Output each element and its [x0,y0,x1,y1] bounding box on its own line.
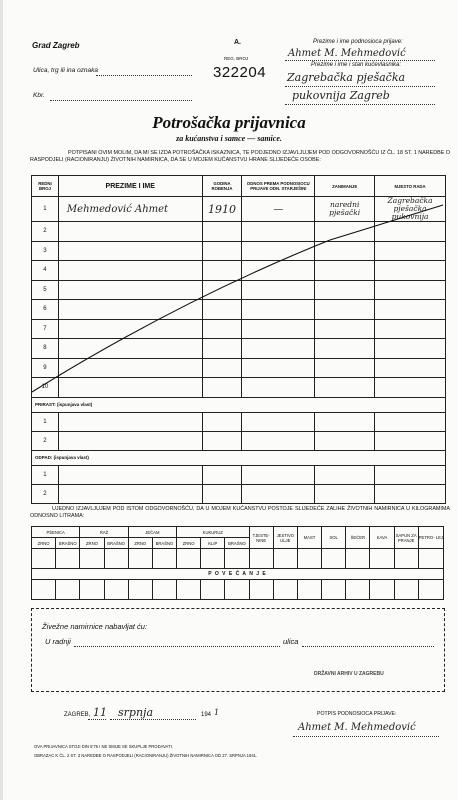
intro-text: POTPISANI OVIM MOLIM, DA MI SE IZDA POTROŠAČKA ISKAZNICA, TE PODJEDNO IZJAVLJUJEM POD ODGOVORNOŠĆU IZ ČL. 18 ST. 1 NAREDBE O RASPODJELI (RACIONIRANJU) ŽIVOTNIH NAMIRNICA, DA SE U MOJEM KUĆANSTVU HRANE SLIJEDEĆE OSOBE: [30,150,451,164]
page-edge [0,0,3,800]
stock-values-row [32,549,444,569]
shop-street-line [302,646,434,647]
row-number: 6 [32,300,59,320]
row-number: 2 [32,431,59,450]
sub-header: ZRNO [32,538,56,549]
name-cell: Mehmedović Ahmet [58,197,202,222]
header-secer: ŠEĆER [346,527,370,549]
street-label: Ulica, trg ili ina oznaka [33,67,99,74]
stock-intro: UJEDNO IZJAVLJUJEM POD ISTOM ODGOVORNOŠĆU, DA U MOJEM KUĆANSTVU POSTOJE SLIJEDEĆE ZALIHE ŽIVOTNIH NAMIRNICA U KILOGRAMIMA ODNOSNO LITRAMA: [30,506,450,520]
signature-line [293,736,439,737]
row-number: 10 [32,378,59,398]
place-label: ZAGREB, [64,712,91,718]
city-label: Grad Zagreb [32,41,80,50]
col-header-relation: ODNOS PREMA PODNOSIOCU PRIJAVE ODN. STARJEŠINI [242,176,315,197]
header-mast: MAST [297,527,321,549]
signature-label: POTPIS PODNOSIOCA PRIJAVE: [317,711,397,717]
date-day: 11 [93,706,107,719]
submitter-value: Ahmet M. Mehmedović [288,48,406,59]
header-sol: SOL [322,527,346,549]
year-suffix: 1 [214,708,220,717]
group-jecam: JEČAM [128,527,176,538]
occupation-cell: naredni pješački [315,197,375,222]
group-raz: RAŽ [80,527,128,538]
month-line [110,719,196,720]
relation-cell: — [242,197,315,222]
row-number: 4 [32,261,59,281]
date-month: srpnja [118,706,153,719]
row-number: 1 [32,465,59,484]
row-number: 1 [32,197,59,222]
submitter-label: Prezime i ime podnosioca prijave: [313,39,403,45]
year-prefix: 194 [201,712,212,718]
owner-label: Prezime i ime i stan kućevlasnika: [311,62,402,68]
day-line [88,719,106,720]
group-kukuruz: KUKURUZ [177,527,250,538]
form-subtitle: za kućanstva i samce — samice. [176,134,282,143]
header-tjestenine: TJESTE- NINE [249,527,273,549]
ulica-label: ulica [283,637,299,646]
u-radnji-label: U radnji [45,637,71,646]
row-number: 2 [32,484,59,503]
price-note: OVA PRIJAVNICA STOJI DIN 5’75 I NE SMIJE SE SKUPLJE PRODAVATI. [34,744,173,749]
signature-value: Ahmet M. Mehmedović [298,722,416,733]
col-header-year: GODINA ROĐENJA [202,176,242,197]
shop-label: Živežne namirnice nabavljat ću: [42,622,148,631]
shop-box [31,608,445,692]
group-psenica: PŠENICA [32,527,80,538]
reg-number: 322204 [213,64,267,81]
archive-stamp: DRŽAVNI ARHIV U ZAGREBU [314,671,384,677]
header-kava: KAVA [370,527,394,549]
row-number: 8 [32,339,59,359]
col-header-occupation: ZANIMANJE [315,176,375,197]
sub-header: BRAŠNO [225,538,249,549]
sub-header: ZRNO [128,538,152,549]
increase-values-row [32,580,444,600]
sub-header: BRAŠNO [104,538,128,549]
row-number: 3 [32,241,59,261]
row-number: 2 [32,222,59,242]
sub-header: KLIP [201,538,225,549]
form-title: Potrošačka prijavnica [152,113,306,132]
workplace-cell: Zagrebačka pješačka pukovnija [375,197,446,222]
row-number: 5 [32,280,59,300]
odpad-label: ODPAD: (ispunjava vlast) [32,450,446,465]
sub-header: BRAŠNO [152,538,176,549]
stock-table [31,526,444,600]
owner-value-1: Zagrebačka pješačka [287,71,406,84]
col-header-name: PREZIME I IME [58,176,202,197]
form-letter: A. [234,39,241,46]
reg-label: REG. BROJ [224,56,249,61]
header-petrolej: PETRO- LEJ [418,527,443,549]
prirast-label: PRIRAST: (ispunjava vlast) [32,397,446,412]
col-header-workplace: MJESTO RADA [375,176,446,197]
owner-value-2: pukovnija Zagreb [292,89,390,102]
regulation-note: OBRAZAC K ČL. 2 ST. 3 NAREDBE O RASPODJELI (RACIONIRANJU) ŽIVOTNIH NAMIRNICA OD 27. SRPNJA 1941. [34,753,258,758]
sub-header: ZRNO [177,538,201,549]
increase-label: P O V E Ć A N J E [32,569,444,580]
kbr-label: Kbr. [33,92,45,99]
header-ulje: JESTIVO ULJE [273,527,297,549]
year-cell: 1910 [202,197,242,222]
header-sapun: SAPUN ZA PRANJE [394,527,418,549]
shop-name-line [74,646,280,647]
row-number: 7 [32,319,59,339]
col-header-no: REDNI BROJ [32,176,59,197]
sub-header: BRAŠNO [56,538,80,549]
sub-header: ZRNO [80,538,104,549]
row-number: 9 [32,358,59,378]
row-number: 1 [32,412,59,431]
